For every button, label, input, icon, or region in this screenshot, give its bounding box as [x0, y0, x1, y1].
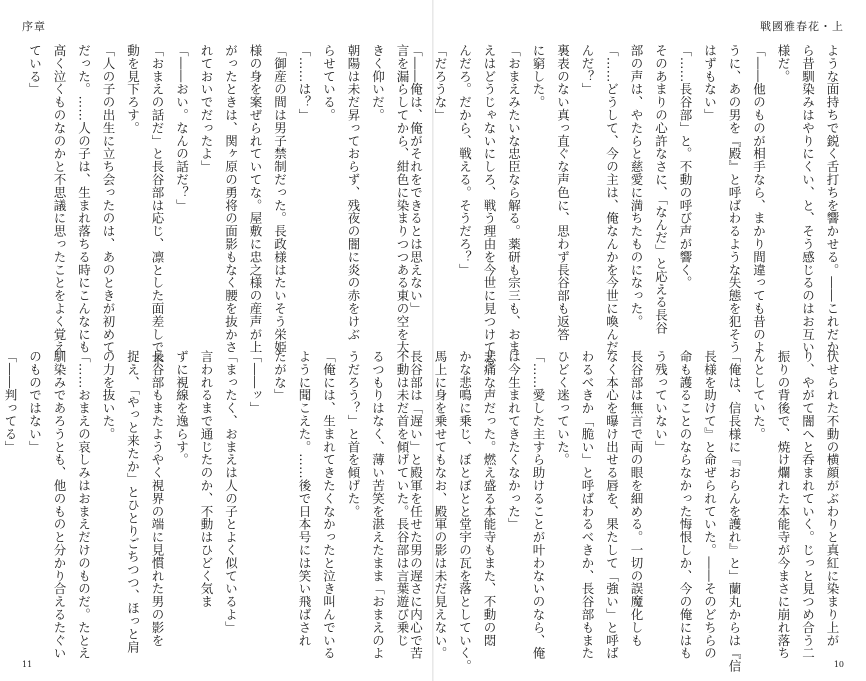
right-page-top-text	[408, 44, 844, 367]
text-line: 馴染みであろうとも、他のものと分かり合えるたぐい	[52, 350, 67, 660]
text-line: 言われるまで通じたのか、不動はひどく気ま	[199, 350, 214, 608]
text-line: たがな」	[272, 350, 288, 402]
text-line: 「……長谷部」と。不動の呼び声が響く。	[678, 44, 693, 290]
text-line: えはどうじゃないにしろ、戦う理由を今世に見つけてる	[482, 44, 497, 367]
text-line: 「……は？」	[297, 44, 312, 122]
text-line: がったときは、関ヶ原の勇将の面影もなく腰を抜かさ	[223, 44, 239, 354]
text-line: かな悲鳴に乗じ、ぼとぼとと堂宇の瓦を落としていく。	[457, 350, 473, 673]
text-line: 「だろうな」	[433, 44, 448, 122]
text-line: は今生まれてきたくなかった」	[506, 350, 522, 531]
text-line: 「人の子の出生に立ち会ったのは、あのときが初めて	[101, 44, 116, 354]
text-line: 「……愛した主すら助けることが叶わないのなら、俺	[531, 350, 546, 660]
text-line: はずもない」	[702, 44, 718, 122]
text-line: ら昔馴染みはやりにくい、と、そう感じるのはお互い	[800, 44, 816, 354]
text-line: ている」	[27, 44, 43, 96]
text-line: ように聞こえた。……後で日本号には笑い飛ばされ	[297, 350, 312, 647]
page-number-right: 10	[833, 660, 844, 669]
text-line: 動を見下ろす。	[125, 44, 141, 135]
text-line: 様の身を案ぜられていてな。屋敷に忠之様の産声が上	[248, 44, 263, 354]
text-line: んとしていた。	[751, 350, 767, 441]
text-line: 不動は未だ首を傾げていた。長谷部は言葉遊び乗じ	[395, 350, 410, 647]
text-line: 馬上に身を乗せてもなお、殿軍の影は未だ見えない。	[433, 350, 448, 660]
text-line: わるべきか「脆い」と呼ばわるべきか、長谷部もまた	[580, 350, 595, 660]
text-line: 「……どうして、今の主は、俺なんかを今世に喚んだ	[604, 44, 620, 354]
text-line: 悲痛な声だった。燃え盛る本能寺もまた、不動の悶	[482, 350, 497, 647]
text-line: 「――他のものが相手なら、まかり間違っても昔のよ	[751, 44, 767, 354]
running-head-right: 戦國雅春花・上	[760, 20, 844, 33]
text-line: 長谷部は「遅い」と殿軍を任せた男の遅さに内心で苦	[408, 350, 424, 660]
text-line: 「おまえみたいな忠臣なら解る。薬研も宗三も、おま	[506, 44, 522, 354]
text-line: なく本心を曝け出せる唇を、果たして「強い」と呼ば	[604, 350, 620, 660]
text-line: 「――ッ」	[248, 350, 263, 415]
text-line: れておいでだったよ」	[199, 44, 214, 173]
text-line: んだろ。だから、戦える。そうだろ？」	[457, 44, 473, 277]
text-line: うに、あの男を『殿』と呼ばわるような失態を犯そう	[727, 44, 742, 354]
text-line: ような面持ちで鋭く舌打ちを響かせる。――これだか	[825, 44, 840, 354]
page-number-left: 11	[22, 660, 33, 669]
text-line: 命も護ることのならなかった悔恨しか、今の俺にはも	[678, 350, 693, 660]
text-line: 部の声は、やたらと慈愛に満ちたものになった。	[629, 44, 644, 328]
text-line: 「俺には、生まれてきたくなかったと泣き叫んでいる	[321, 350, 337, 660]
text-line: ひどく迷っていた。	[555, 350, 571, 467]
text-line: のものではない」	[27, 350, 43, 454]
left-page-bottom-text	[3, 350, 414, 660]
text-line: の力を抜いた。	[101, 350, 116, 441]
text-line: 「おまえの話だ」と長谷部は応じ、凛とした面差しで不	[150, 44, 165, 367]
text-line: きく仰いだ。	[370, 44, 386, 122]
text-line: 「俺は、信長様に『おらんを護れ』と」蘭丸からは『信	[727, 350, 742, 673]
text-line: 「まったく、おまえは人の子とよく似ているよ」	[223, 350, 239, 634]
text-line: 振りの背後で、焼け爛れた本能寺が今まさに崩れ落ち	[776, 350, 791, 660]
text-line: 朝陽は未だ昇っておらず、残夜の闇に炎の赤をけぶ	[346, 44, 361, 341]
text-line: 長谷部もまたようやく視界の端に見慣れた男の影を	[150, 350, 165, 647]
text-line: 長谷部は無言で両の眼を細める。一切の誤魔化しも	[629, 350, 644, 647]
left-page-top-text	[22, 44, 414, 367]
text-line: う残っていない」	[653, 350, 669, 454]
left-page	[0, 0, 432, 681]
text-line: 捉え、「やっと来たか」とひとりごちつつ、ほっと肩	[125, 350, 141, 654]
text-line: うだろう？」と首を傾げた。	[346, 350, 361, 518]
text-line: 様だ。	[776, 44, 791, 83]
text-line: 「御産の間は男子禁制だった。長政様はたいそう栄姫	[272, 44, 288, 354]
text-line: そのあまりの心許なさに、「なんだ」と応える長谷	[653, 44, 669, 335]
text-line: 「――判ってる」	[3, 350, 18, 454]
text-line: 「――おい。なんの話だ？」	[174, 44, 190, 212]
text-line: 伏せられた不動の横顔がぶわりと真紅に染まり上が	[825, 350, 840, 647]
right-page	[408, 0, 866, 681]
text-line: 長様を助けて』と命ぜられていた。――そのどちらの	[702, 350, 718, 660]
running-head-left: 序章	[22, 20, 46, 33]
text-line: に窮した。	[531, 44, 546, 109]
text-line: 「――俺は、俺がそれをできるとは思えない」	[408, 44, 424, 315]
text-line: るつもりはなく、薄い苦笑を湛えたまま「おまえのよ	[370, 350, 386, 660]
text-line: 言を漏らしてから、紺色に染まりつつある東の空を大	[395, 44, 410, 354]
text-line: ずに視線を逸らす。	[174, 350, 190, 467]
text-line: り、やがて闇へと呑まれていく。じっと見つめ合う二	[800, 350, 816, 660]
text-line: 「……おまえの哀しみはおまえだけのものだ。たとえ	[76, 350, 92, 660]
text-line: んだ？」	[580, 44, 595, 96]
text-line: 裏表のない真っ直ぐな声色に、思わず長谷部も返答	[555, 44, 571, 341]
text-line: だった。……人の子は、生まれ落ちる時にこんなにも	[76, 44, 92, 354]
text-line: らせている。	[321, 44, 337, 122]
text-line: 高く泣くものなのかと不思議に思ったことをよく覚え	[52, 44, 67, 354]
